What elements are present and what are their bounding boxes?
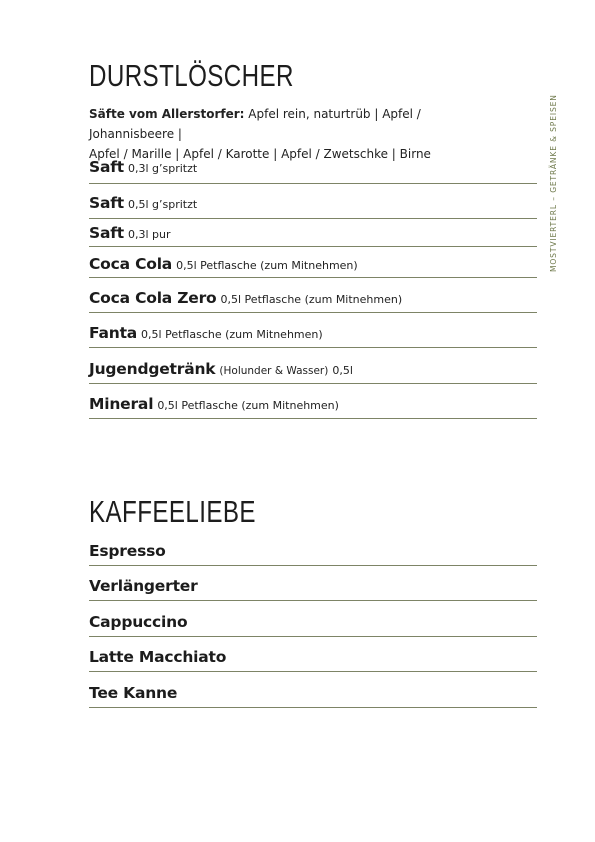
section-title: DURSTLÖSCHER — [89, 58, 294, 93]
menu-item: Fanta 0,5l Petflasche (zum Mitnehmen) — [89, 323, 537, 348]
menu-item: Saft 0,3l pur — [89, 223, 537, 247]
intro-label: Säfte vom Allerstorfer: — [89, 107, 245, 121]
juice-intro — [89, 104, 537, 164]
section-kaffeeliebe — [89, 494, 537, 530]
menu-item: Coca Cola 0,5l Petflasche (zum Mitnehmen) — [89, 254, 537, 278]
menu-item: Jugendgetränk (Holunder & Wasser) 0,5l — [89, 359, 537, 384]
section-title: KAFFEELIEBE — [89, 494, 256, 529]
menu-item: Cappuccino — [89, 612, 537, 637]
section-durstloescher — [89, 58, 537, 94]
menu-item: Mineral 0,5l Petflasche (zum Mitnehmen) — [89, 394, 537, 419]
menu-item: Latte Macchiato — [89, 647, 537, 672]
intro-line-2: Apfel / Marille | Apfel / Karotte | Apfel / Zwetschke | Birne — [89, 147, 431, 161]
menu-item: Saft 0,5l g’spritzt — [89, 193, 537, 219]
menu-item: Espresso — [89, 541, 537, 566]
menu-item: Tee Kanne — [89, 683, 537, 708]
menu-item: Coca Cola Zero 0,5l Petflasche (zum Mitnehmen) — [89, 288, 537, 313]
menu-item: Saft 0,3l g’spritzt — [89, 157, 537, 184]
side-label — [549, 62, 559, 272]
intro-line-1: Apfel rein, naturtrüb | Apfel / Johannisbeere | — [89, 107, 421, 141]
side-label-text: MOSTVIERTERL – GETRÄNKE & SPEISEN — [549, 94, 558, 272]
menu-item: Verlängerter — [89, 576, 537, 601]
